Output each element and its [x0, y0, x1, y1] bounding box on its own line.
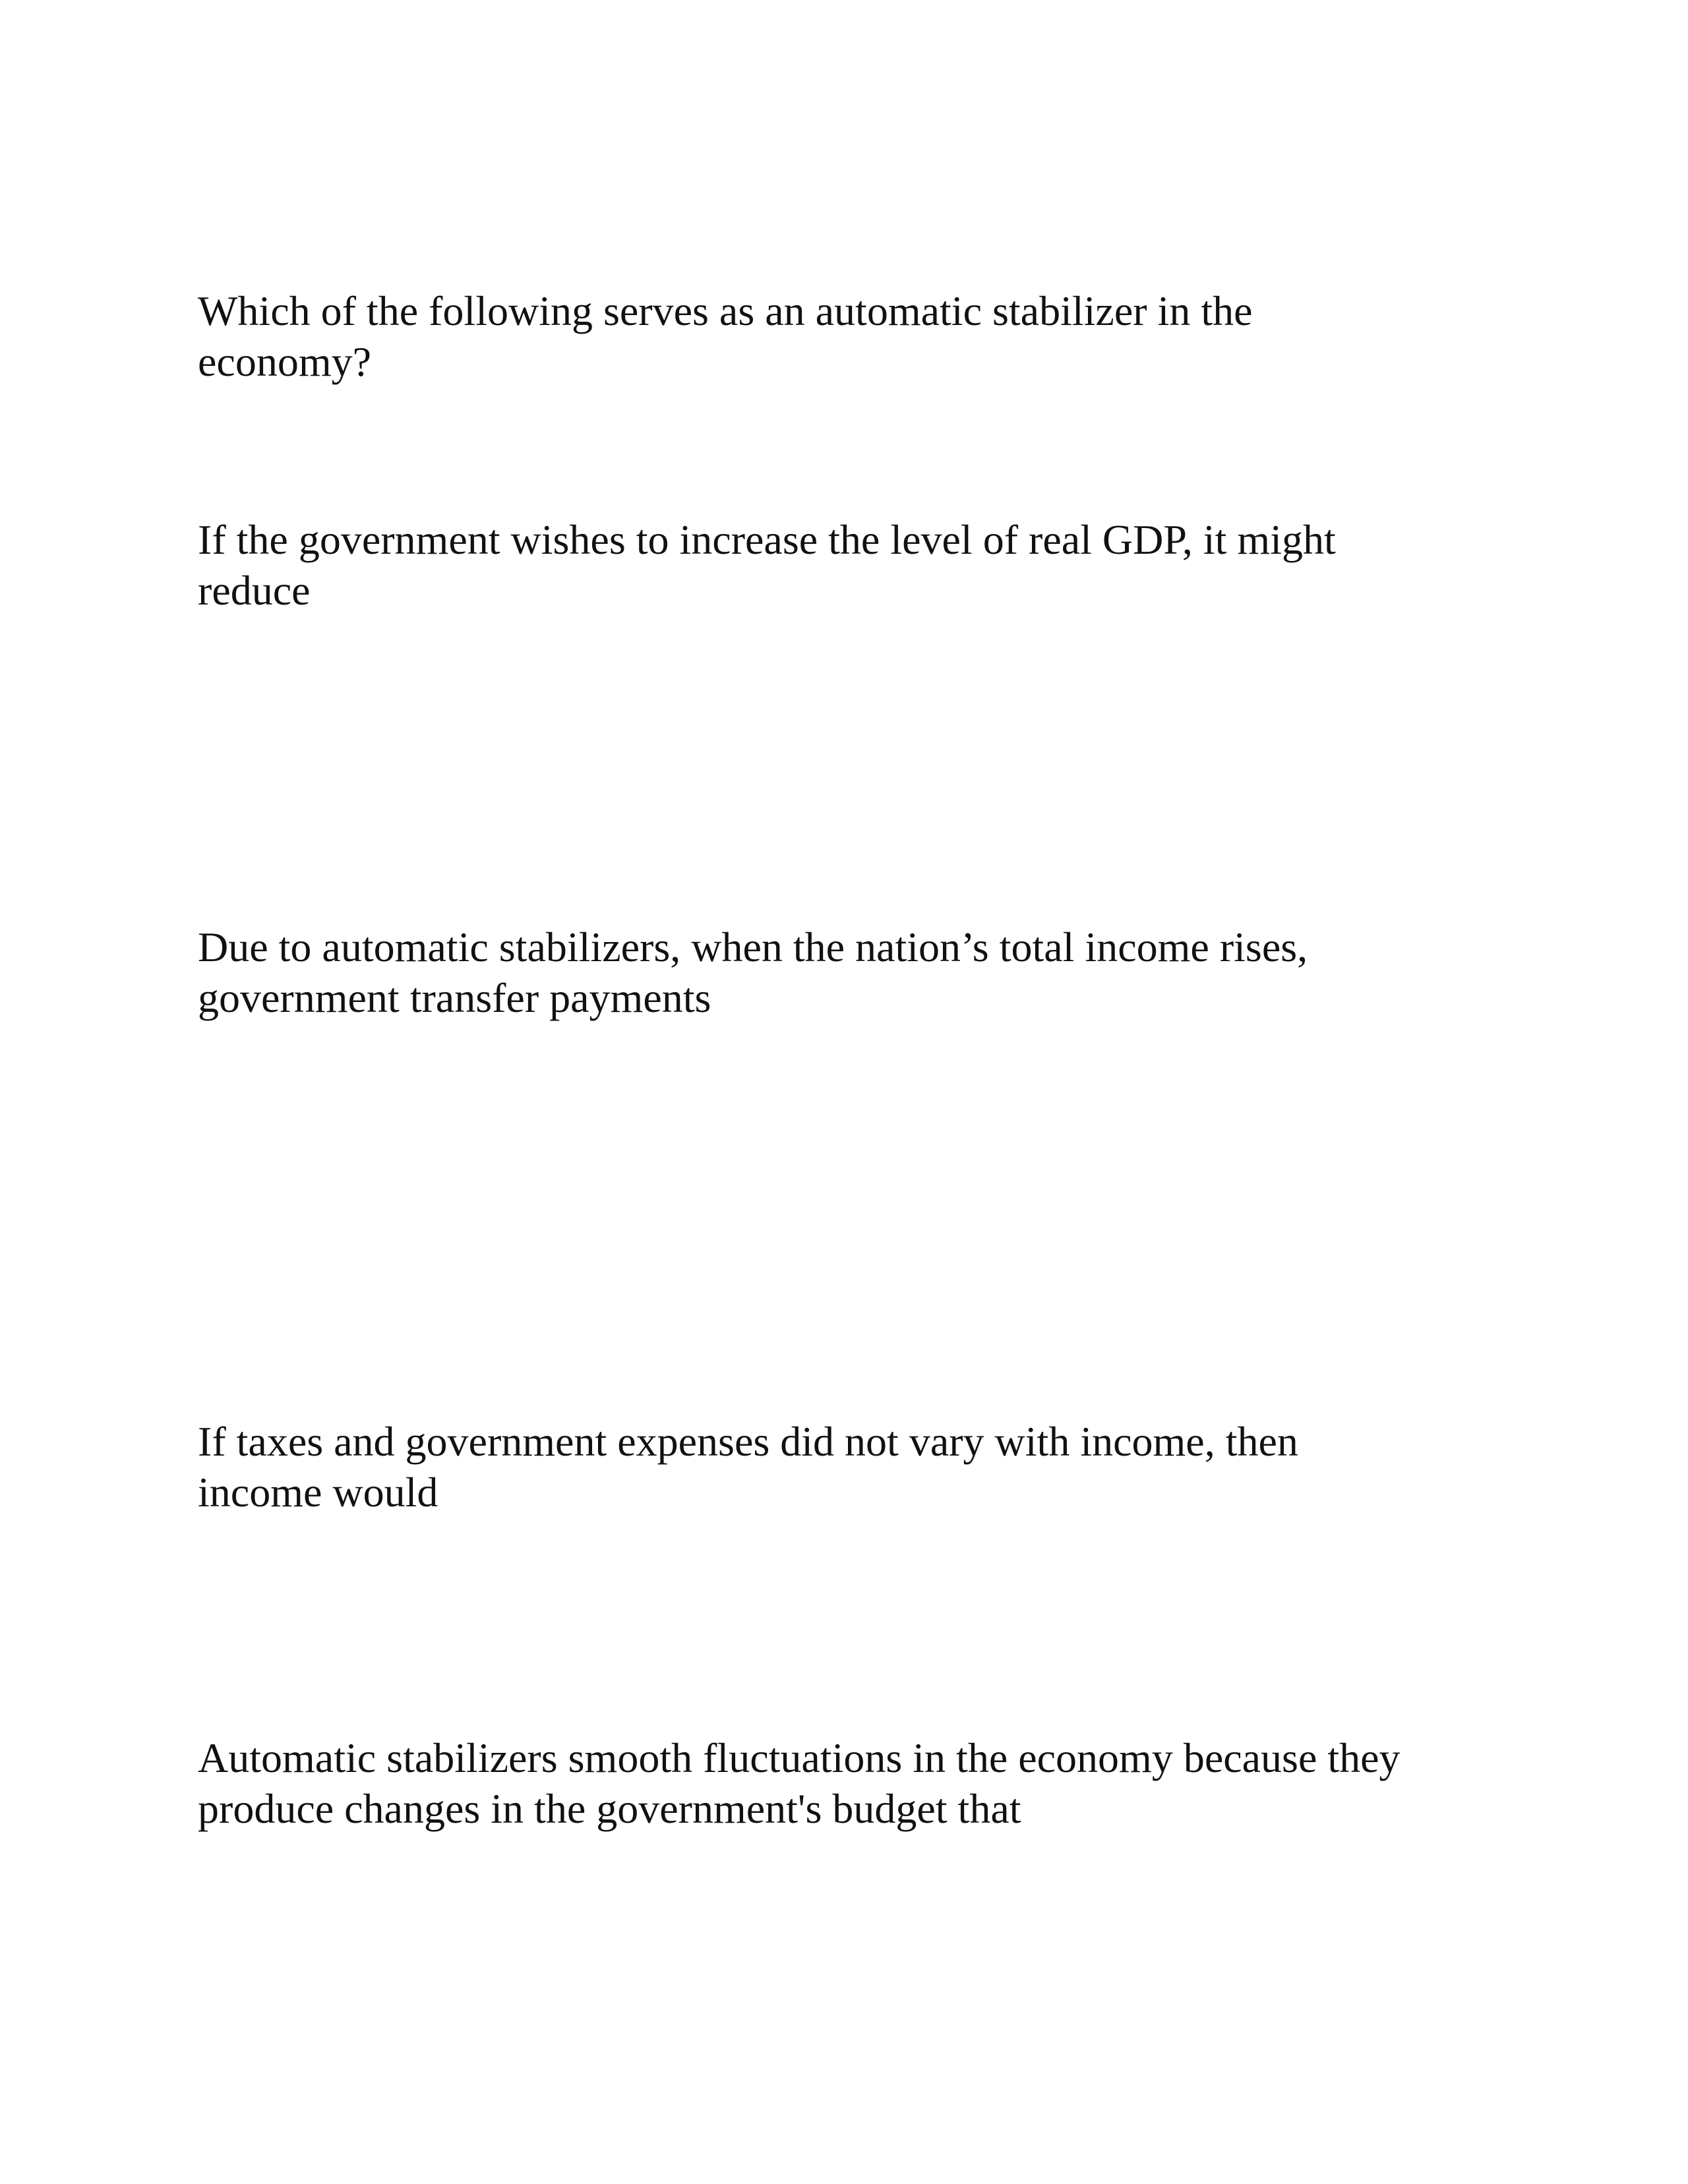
question-4-line-2: income would	[198, 1469, 438, 1516]
question-1	[198, 285, 1517, 387]
question-5-line-2: produce changes in the government's budget that	[198, 1785, 1021, 1832]
question-3	[198, 922, 1517, 1023]
question-5	[198, 1732, 1517, 1834]
question-3-line-2: government transfer payments	[198, 974, 711, 1021]
question-1-line-2: economy?	[198, 338, 371, 385]
question-3-line-1: Due to automatic stabilizers, when the nation’s total income rises,	[198, 924, 1308, 970]
question-2-line-1: If the government wishes to increase the level of real GDP, it might	[198, 516, 1336, 563]
question-5-line-1: Automatic stabilizers smooth fluctuations in the economy because they	[198, 1734, 1401, 1781]
question-2-line-2: reduce	[198, 567, 311, 614]
question-1-line-1: Which of the following serves as an automatic stabilizer in the	[198, 287, 1253, 334]
question-2	[198, 514, 1517, 616]
question-4	[198, 1416, 1517, 1518]
question-4-line-1: If taxes and government expenses did not vary with income, then	[198, 1418, 1298, 1465]
